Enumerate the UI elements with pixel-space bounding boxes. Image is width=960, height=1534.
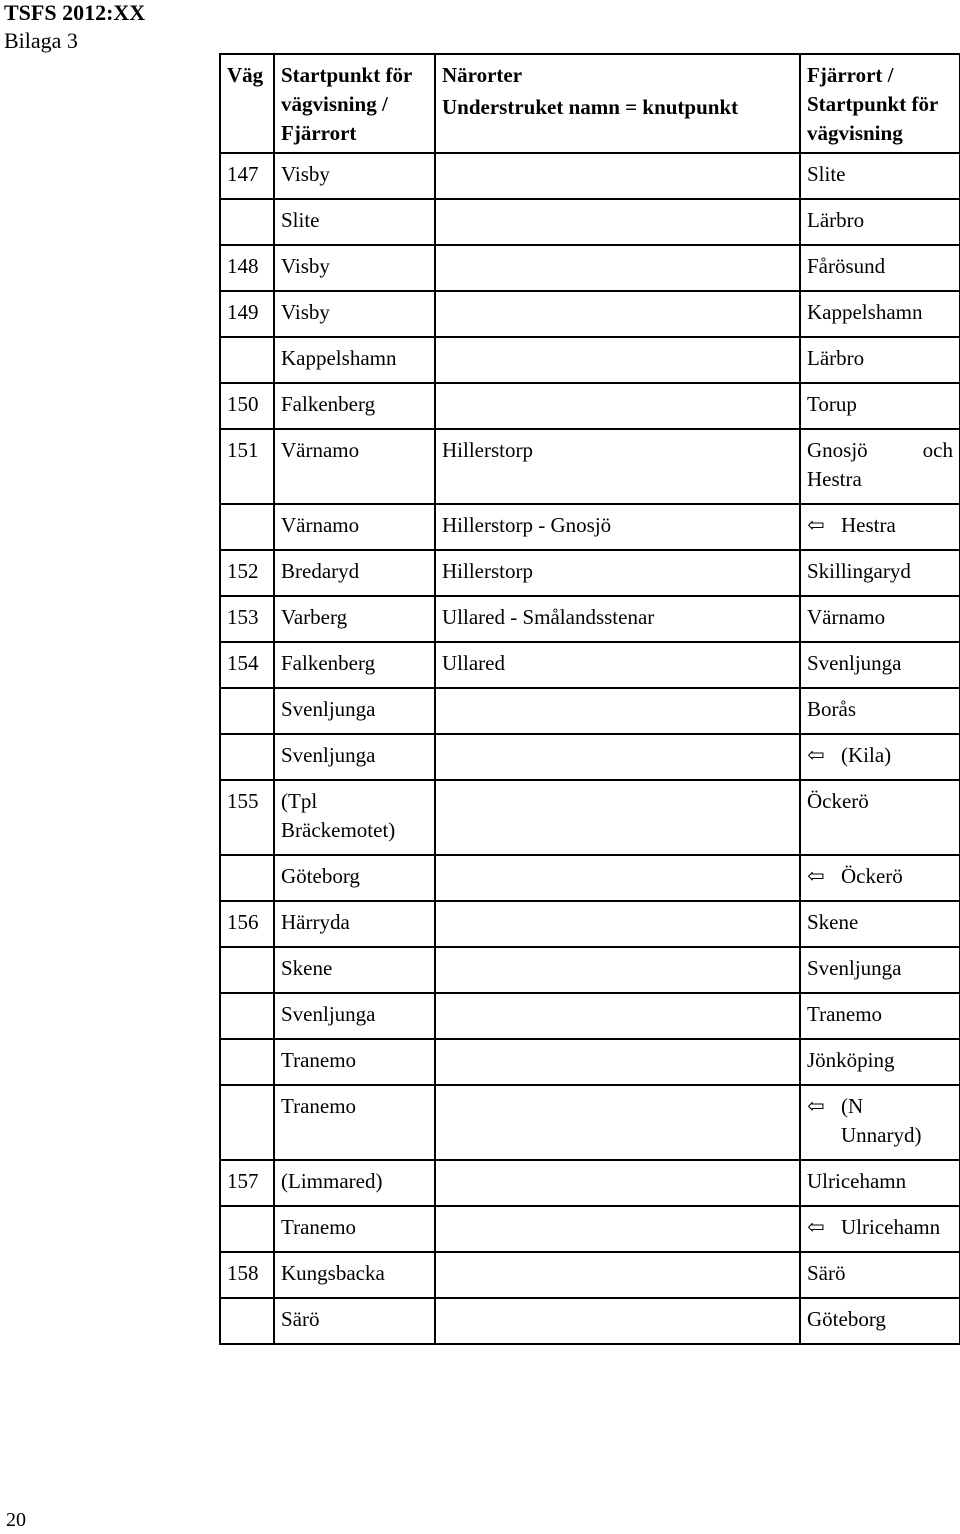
destination-text: Öckerö bbox=[841, 864, 903, 888]
near-places: Ullared - Smålandsstenar bbox=[435, 596, 800, 642]
table-row bbox=[220, 1298, 960, 1344]
start-point: Skene bbox=[274, 947, 435, 993]
destination: Kappelshamn bbox=[800, 291, 960, 337]
table-row bbox=[220, 993, 960, 1039]
destination bbox=[800, 855, 960, 901]
arrow-left-icon: ⇦ bbox=[807, 1215, 825, 1239]
near-places bbox=[435, 855, 800, 901]
table-row bbox=[220, 245, 960, 291]
destination bbox=[800, 1085, 960, 1160]
road-number bbox=[220, 855, 274, 901]
destination-text: (N Unnaryd) bbox=[841, 1094, 922, 1147]
near-places bbox=[435, 780, 800, 855]
header-near bbox=[435, 54, 800, 153]
destination: Göteborg bbox=[800, 1298, 960, 1344]
destination bbox=[800, 734, 960, 780]
table-row bbox=[220, 780, 960, 855]
table-header-row bbox=[220, 54, 960, 153]
near-places bbox=[435, 337, 800, 383]
start-point: Värnamo bbox=[274, 429, 435, 504]
arrow-left-icon: ⇦ bbox=[807, 864, 825, 888]
start-point: Göteborg bbox=[274, 855, 435, 901]
road-number: 156 bbox=[220, 901, 274, 947]
start-point: Falkenberg bbox=[274, 383, 435, 429]
table-row bbox=[220, 337, 960, 383]
table-row bbox=[220, 596, 960, 642]
start-point: Falkenberg bbox=[274, 642, 435, 688]
near-places bbox=[435, 901, 800, 947]
destination-text: (Kila) bbox=[841, 743, 892, 767]
destination: Svenljunga bbox=[800, 642, 960, 688]
start-point: Tranemo bbox=[274, 1206, 435, 1252]
table-row bbox=[220, 901, 960, 947]
start-point: Kungsbacka bbox=[274, 1252, 435, 1298]
road-number bbox=[220, 1206, 274, 1252]
table-row bbox=[220, 947, 960, 993]
road-number bbox=[220, 1039, 274, 1085]
road-number bbox=[220, 993, 274, 1039]
table-row bbox=[220, 504, 960, 550]
near-places bbox=[435, 245, 800, 291]
arrow-left-icon: ⇦ bbox=[807, 1094, 825, 1118]
start-point: Visby bbox=[274, 153, 435, 199]
road-number bbox=[220, 1085, 274, 1160]
near-places bbox=[435, 734, 800, 780]
road-number bbox=[220, 947, 274, 993]
table-row bbox=[220, 855, 960, 901]
start-point: Svenljunga bbox=[274, 993, 435, 1039]
near-places bbox=[435, 993, 800, 1039]
start-point: Visby bbox=[274, 245, 435, 291]
destination bbox=[800, 504, 960, 550]
table-row bbox=[220, 1160, 960, 1206]
header-start: Startpunkt för vägvisning / Fjärrort bbox=[274, 54, 435, 153]
arrow-left-icon: ⇦ bbox=[807, 743, 825, 767]
document-code: TSFS 2012:XX bbox=[4, 0, 146, 25]
header-destination: Fjärrort / Startpunkt för vägvisning bbox=[800, 54, 960, 153]
start-point: Slite bbox=[274, 199, 435, 245]
header-near-note: Understruket namn = knutpunkt bbox=[442, 95, 739, 119]
road-number bbox=[220, 1298, 274, 1344]
destination: Särö bbox=[800, 1252, 960, 1298]
table-row bbox=[220, 642, 960, 688]
road-number bbox=[220, 504, 274, 550]
start-point: Varberg bbox=[274, 596, 435, 642]
table-row bbox=[220, 688, 960, 734]
destination: Slite bbox=[800, 153, 960, 199]
road-number: 153 bbox=[220, 596, 274, 642]
table-row bbox=[220, 199, 960, 245]
start-point: Tranemo bbox=[274, 1085, 435, 1160]
table-row bbox=[220, 1206, 960, 1252]
destination: Svenljunga bbox=[800, 947, 960, 993]
arrow-left-icon: ⇦ bbox=[807, 513, 825, 537]
destination-text: Ulricehamn bbox=[841, 1215, 941, 1239]
near-places bbox=[435, 1039, 800, 1085]
near-places: Hillerstorp bbox=[435, 429, 800, 504]
page-number: 20 bbox=[6, 1509, 26, 1531]
start-point: Bredaryd bbox=[274, 550, 435, 596]
destination: Skene bbox=[800, 901, 960, 947]
destination: Jönköping bbox=[800, 1039, 960, 1085]
start-point: Svenljunga bbox=[274, 734, 435, 780]
near-places bbox=[435, 947, 800, 993]
destination: Öckerö bbox=[800, 780, 960, 855]
destination: Skillingaryd bbox=[800, 550, 960, 596]
start-point: Kappelshamn bbox=[274, 337, 435, 383]
table-row bbox=[220, 734, 960, 780]
road-number: 151 bbox=[220, 429, 274, 504]
destination: Tranemo bbox=[800, 993, 960, 1039]
destination: Ulricehamn bbox=[800, 1160, 960, 1206]
road-number: 157 bbox=[220, 1160, 274, 1206]
near-places bbox=[435, 153, 800, 199]
start-point: Härryda bbox=[274, 901, 435, 947]
destination: Torup bbox=[800, 383, 960, 429]
near-places bbox=[435, 1085, 800, 1160]
road-number: 147 bbox=[220, 153, 274, 199]
destination: Borås bbox=[800, 688, 960, 734]
near-places bbox=[435, 1252, 800, 1298]
destination-text: Hestra bbox=[841, 513, 896, 537]
header-near-title: Närorter bbox=[442, 63, 523, 87]
near-places: Ullared bbox=[435, 642, 800, 688]
near-places: Hillerstorp bbox=[435, 550, 800, 596]
start-point: Särö bbox=[274, 1298, 435, 1344]
destination: Fårösund bbox=[800, 245, 960, 291]
road-number: 150 bbox=[220, 383, 274, 429]
near-places bbox=[435, 1160, 800, 1206]
road-number: 155 bbox=[220, 780, 274, 855]
start-point: Värnamo bbox=[274, 504, 435, 550]
start-point: Visby bbox=[274, 291, 435, 337]
road-number: 149 bbox=[220, 291, 274, 337]
start-point: (Tpl Bräckemotet) bbox=[274, 780, 435, 855]
start-point: Tranemo bbox=[274, 1039, 435, 1085]
table-row bbox=[220, 1039, 960, 1085]
near-places bbox=[435, 1206, 800, 1252]
near-places bbox=[435, 688, 800, 734]
start-point: (Limmared) bbox=[274, 1160, 435, 1206]
table-row bbox=[220, 153, 960, 199]
table-row bbox=[220, 291, 960, 337]
near-places bbox=[435, 383, 800, 429]
road-number: 154 bbox=[220, 642, 274, 688]
appendix-label: Bilaga 3 bbox=[4, 28, 78, 53]
road-number bbox=[220, 734, 274, 780]
header-road: Väg bbox=[220, 54, 274, 153]
near-places bbox=[435, 199, 800, 245]
near-places bbox=[435, 291, 800, 337]
destination: Gnosjö och Hestra bbox=[800, 429, 960, 504]
table-row bbox=[220, 429, 960, 504]
destination bbox=[800, 1206, 960, 1252]
road-number: 148 bbox=[220, 245, 274, 291]
table-row bbox=[220, 1085, 960, 1160]
destination: Lärbro bbox=[800, 199, 960, 245]
road-number: 152 bbox=[220, 550, 274, 596]
destination: Värnamo bbox=[800, 596, 960, 642]
table-row bbox=[220, 1252, 960, 1298]
destination: Lärbro bbox=[800, 337, 960, 383]
table-row bbox=[220, 550, 960, 596]
start-point: Svenljunga bbox=[274, 688, 435, 734]
near-places bbox=[435, 1298, 800, 1344]
near-places: Hillerstorp - Gnosjö bbox=[435, 504, 800, 550]
road-number bbox=[220, 688, 274, 734]
road-number bbox=[220, 337, 274, 383]
road-number bbox=[220, 199, 274, 245]
table-row bbox=[220, 383, 960, 429]
road-number: 158 bbox=[220, 1252, 274, 1298]
route-table bbox=[219, 53, 960, 1345]
